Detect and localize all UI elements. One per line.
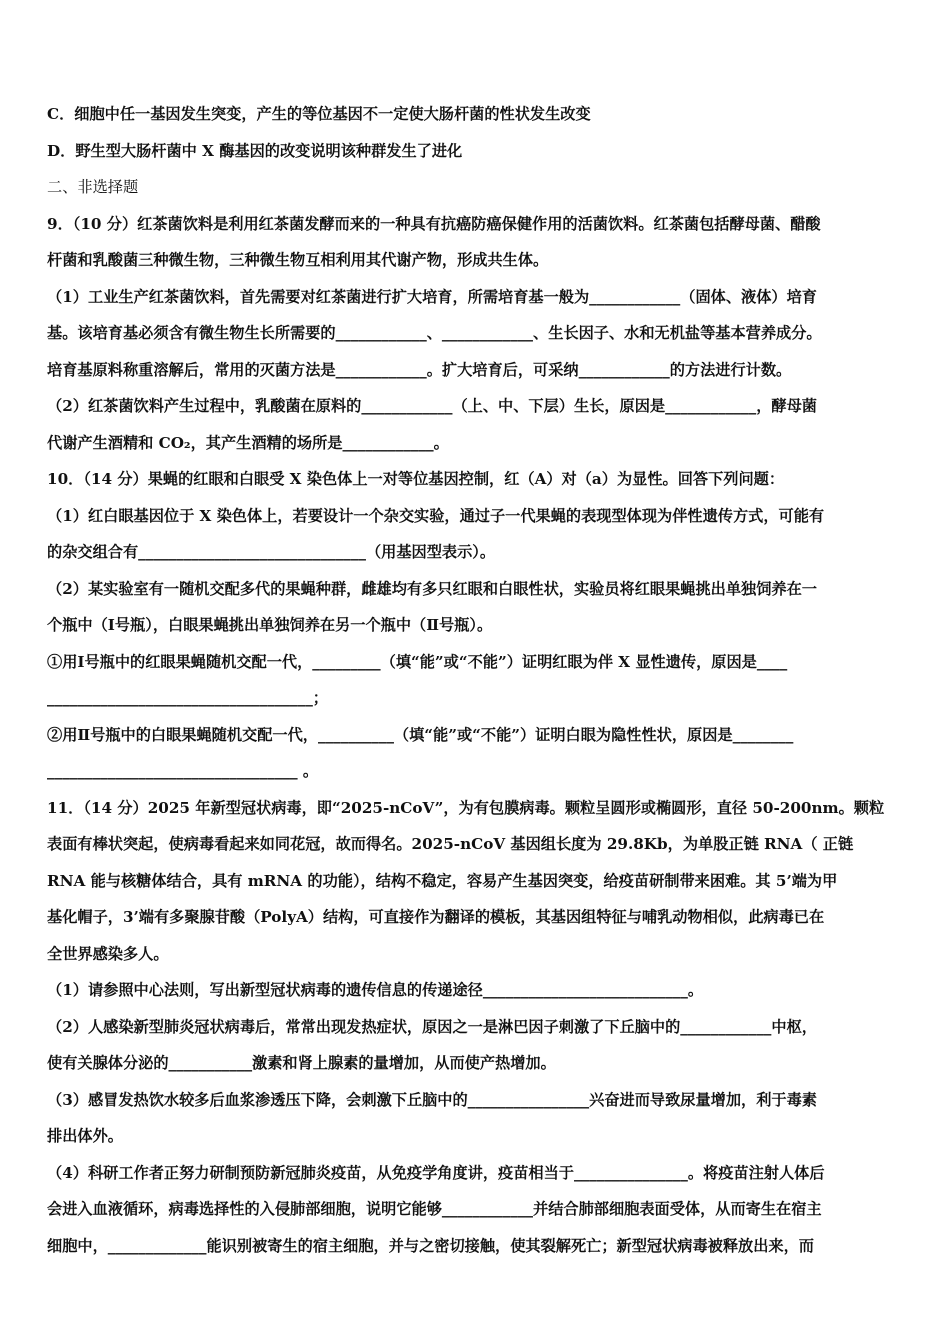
q9-stem-line-2: 杆菌和乳酸菌三种微生物，三种微生物互相利用其代谢产物，形成共生体。 [47, 251, 549, 269]
q11-part1: （1）请参照中心法则，写出新型冠状病毒的遗传信息的传递途径___________________________。 [47, 981, 704, 999]
q10-part2-line-2: 个瓶中（Ⅰ号瓶），白眼果蝇挑出单独饲养在另一个瓶中（Ⅱ号瓶）。 [47, 616, 493, 634]
q11-part4-line-2: 会进入血液循环，病毒选择性的入侵肺部细胞，说明它能够____________并结合肺部细胞表面受体，从而寄生在宿主 [47, 1200, 822, 1218]
option-d: D．野生型大肠杆菌中 X 酶基因的改变说明该种群发生了进化 [47, 141, 463, 160]
q11-part3-line-1: （3）感冒发热饮水较多后血浆渗透压下降，会刺激下丘脑中的________________兴奋进而导致尿量增加，利于毒素 [47, 1090, 817, 1109]
q10-sub1-line-1: ①用Ⅰ号瓶中的红眼果蝇随机交配一代，_________（填“能”或“不能”）证明红眼为伴 X 显性遗传，原因是____ [47, 652, 788, 671]
q9-part1-line-3: 培育基原料称重溶解后，常用的灭菌方法是____________。扩大培育后，可采纳____________的方法进行计数。 [47, 360, 792, 379]
exam-page [47, 96, 905, 1264]
q10-sub1-line-2: ___________________________________； [47, 689, 328, 707]
q11-part4-line-3: 细胞中，_____________能识别被寄生的宿主细胞，并与之密切接触，使其裂解死亡；新型冠状病毒被释放出来，而 [47, 1236, 814, 1255]
q10-sub2-line-2: _________________________________ 。 [47, 762, 319, 780]
option-c: C．细胞中任一基因发生突变，产生的等位基因不一定使大肠杆菌的性状发生改变 [47, 105, 591, 123]
q11-stem-line-1: 11．（14 分）2025 年新型冠状病毒，即“2025-nCoV”，为有包膜病毒。颗粒呈圆形或椭圆形，直径 50-200nm。颗粒 [47, 798, 885, 817]
q9-part1-line-2: 基。该培育基必须含有微生物生长所需要的____________、____________、生长因子、水和无机盐等基本营养成分。 [47, 324, 822, 342]
q11-stem-line-4: 基化帽子，3’端有多聚腺苷酸（PolyA）结构，可直接作为翻译的模板，其基因组特征与哺乳动物相似，此病毒已在 [47, 908, 825, 926]
q10-stem: 10．（14 分）果蝇的红眼和白眼受 X 染色体上一对等位基因控制，红（A）对（a）为显性。回答下列问题： [47, 470, 785, 488]
q11-part4-line-1: （4）科研工作者正努力研制预防新冠肺炎疫苗，从免疫学角度讲，疫苗相当于_______________。将疫苗注射人体后 [47, 1163, 825, 1182]
q11-part2-line-2: 使有关腺体分泌的___________激素和肾上腺素的量增加，从而使产热增加。 [47, 1054, 556, 1072]
q10-part1-line-2: 的杂交组合有______________________________（用基因型表示）。 [47, 543, 496, 561]
q10-sub2-line-1: ②用Ⅱ号瓶中的白眼果蝇随机交配一代，__________（填“能”或“不能”）证明白眼为隐性性状，原因是________ [47, 725, 794, 744]
q11-part3-line-2: 排出体外。 [47, 1127, 123, 1145]
q9-part2-line-1: （2）红茶菌饮料产生过程中，乳酸菌在原料的____________（上、中、下层）生长，原因是____________，酵母菌 [47, 397, 817, 415]
q10-part2-line-1: （2）某实验室有一随机交配多代的果蝇种群，雌雄均有多只红眼和白眼性状，实验员将红眼果蝇挑出单独饲养在一 [47, 579, 817, 598]
section-heading: 二、非选择题 [47, 178, 139, 196]
q11-part2-line-1: （2）人感染新型肺炎冠状病毒后，常常出现发热症状，原因之一是淋巴因子刺激了下丘脑中的____________中枢， [47, 1017, 817, 1036]
q11-stem-line-5: 全世界感染多人。 [47, 944, 169, 963]
q9-part2-line-2: 代谢产生酒精和 CO₂，其产生酒精的场所是____________。 [47, 433, 449, 452]
q10-part1-line-1: （1）红白眼基因位于 X 染色体上，若要设计一个杂交实验，通过子一代果蝇的表现型体现为伴性遗传方式，可能有 [47, 506, 825, 525]
q11-stem-line-3: RNA 能与核糖体结合，具有 mRNA 的功能），结构不稳定，容易产生基因突变，给疫苗研制带来困难。其 5’端为甲 [47, 871, 838, 890]
q9-stem-line-1: 9．（10 分）红茶菌饮料是利用红茶菌发酵而来的一种具有抗癌防癌保健作用的活菌饮料。红茶菌包括酵母菌、醋酸 [47, 214, 821, 233]
q9-part1-line-1: （1）工业生产红茶菌饮料，首先需要对红茶菌进行扩大培育，所需培育基一般为____________（固体、液体）培育 [47, 287, 817, 306]
q11-stem-line-2: 表面有棒状突起，使病毒看起来如同花冠，故而得名。2025-nCoV 基因组长度为 29.8Kb，为单股正链 RNA（ 正链 [47, 835, 854, 853]
